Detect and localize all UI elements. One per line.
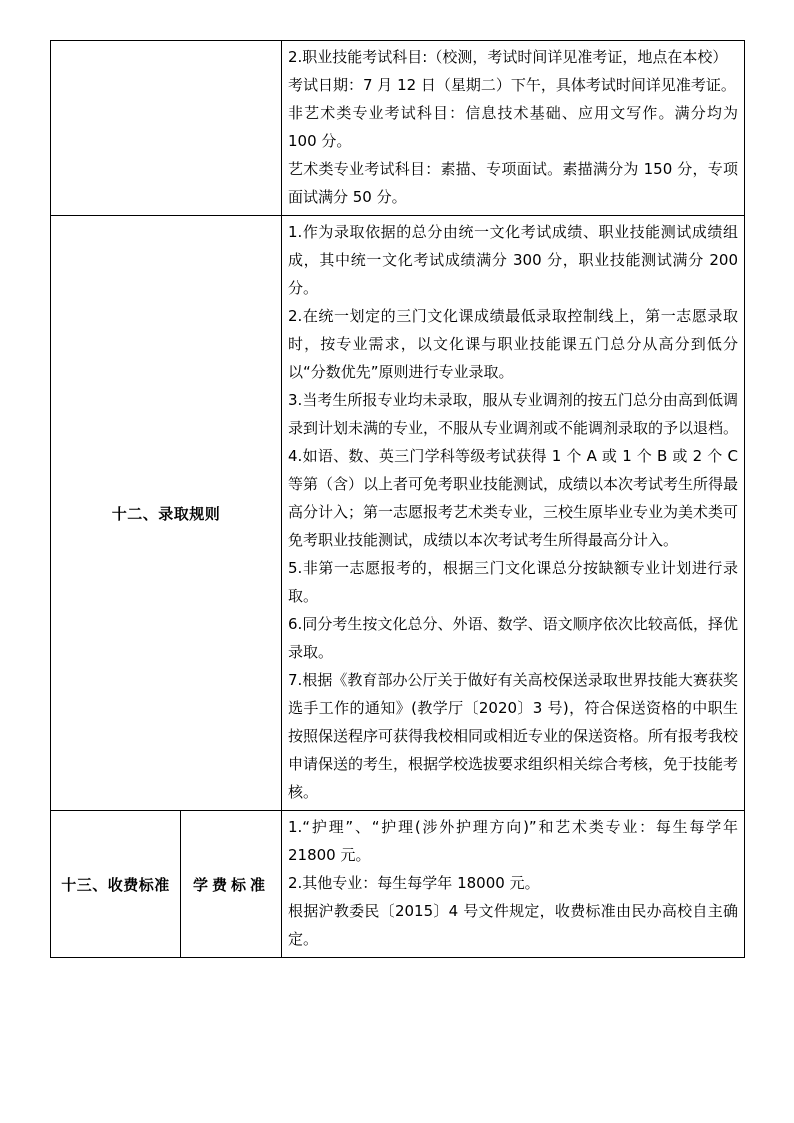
paragraph: 4.如语、数、英三门学科等级考试获得 1 个 A 或 1 个 B 或 2 个 C 等第（含）以上者可免考职业技能测试，成绩以本次考试考生所得最高分计入；第一志愿报考艺术类专业，三校生原毕业专业为美术类可免考职业技能测试，成绩以本次考试考生所得最高分计入。 xyxy=(288,447,739,549)
paragraph: 非艺术类专业考试科目：信息技术基础、应用文写作。满分均为 100 分。 xyxy=(288,104,738,150)
fee-standard-content xyxy=(282,811,745,958)
paragraph: 艺术类专业考试科目：素描、专项面试。素描满分为 150 分，专项面试满分 50 分。 xyxy=(288,160,738,206)
paragraph: 根据沪教委民〔2015〕4 号文件规定，收费标准由民办高校自主确定。 xyxy=(288,902,738,948)
paragraph: 考试日期：7 月 12 日（星期二）下午，具体考试时间详见准考证。 xyxy=(288,76,736,94)
paragraph: 7.根据《教育部办公厅关于做好有关高校保送录取世界技能大赛获奖选手工作的通知》(教学厅〔2020〕3 号)，符合保送资格的中职生按照保送程序可获得我校相同或相近专业的保送资格。所有报考我校申请保送的考生，根据学校选拔要求组织相关综合考核，免于技能考核。 xyxy=(288,671,739,801)
sublabel-tuition-standard: 学费标准 xyxy=(181,811,282,958)
paragraph: 1.作为录取依据的总分由统一文化考试成绩、职业技能测试成绩组成，其中统一文化考试成绩满分 300 分，职业技能测试满分 200 分。 xyxy=(288,223,738,297)
paragraph: 2.在统一划定的三门文化课成绩最低录取控制线上，第一志愿录取时，按专业需求，以文化课与职业技能课五门总分从高分到低分以“分数优先”原则进行专业录取。 xyxy=(288,307,738,381)
paragraph: 6.同分考生按文化总分、外语、数学、语文顺序依次比较高低，择优录取。 xyxy=(288,615,738,661)
exam-subjects-content xyxy=(282,41,745,216)
paragraph: 3.当考生所报专业均未录取，服从专业调剂的按五门总分由高到低调录到计划未满的专业，不服从专业调剂或不能调剂录取的予以退档。 xyxy=(288,391,739,437)
paragraph: 5.非第一志愿报考的，根据三门文化课总分按缺额专业计划进行录取。 xyxy=(288,559,738,605)
paragraph: 1.“护理”、“护理(涉外护理方向)”和艺术类专业：每生每学年 21800 元。 xyxy=(288,818,738,864)
section-label-fee-standard: 十三、收费标准 xyxy=(51,811,181,958)
paragraph: 2.职业技能考试科目:（校测，考试时间详见准考证，地点在本校） xyxy=(288,48,728,66)
section-label-admission-rules: 十二、录取规则 xyxy=(51,216,282,811)
section-label-blank xyxy=(51,41,282,216)
table-row xyxy=(51,811,745,958)
paragraph: 2.其他专业：每生每学年 18000 元。 xyxy=(288,874,540,892)
table-row xyxy=(51,216,745,811)
admission-rules-content xyxy=(282,216,745,811)
table-row xyxy=(51,41,745,216)
admission-info-table xyxy=(50,40,745,958)
